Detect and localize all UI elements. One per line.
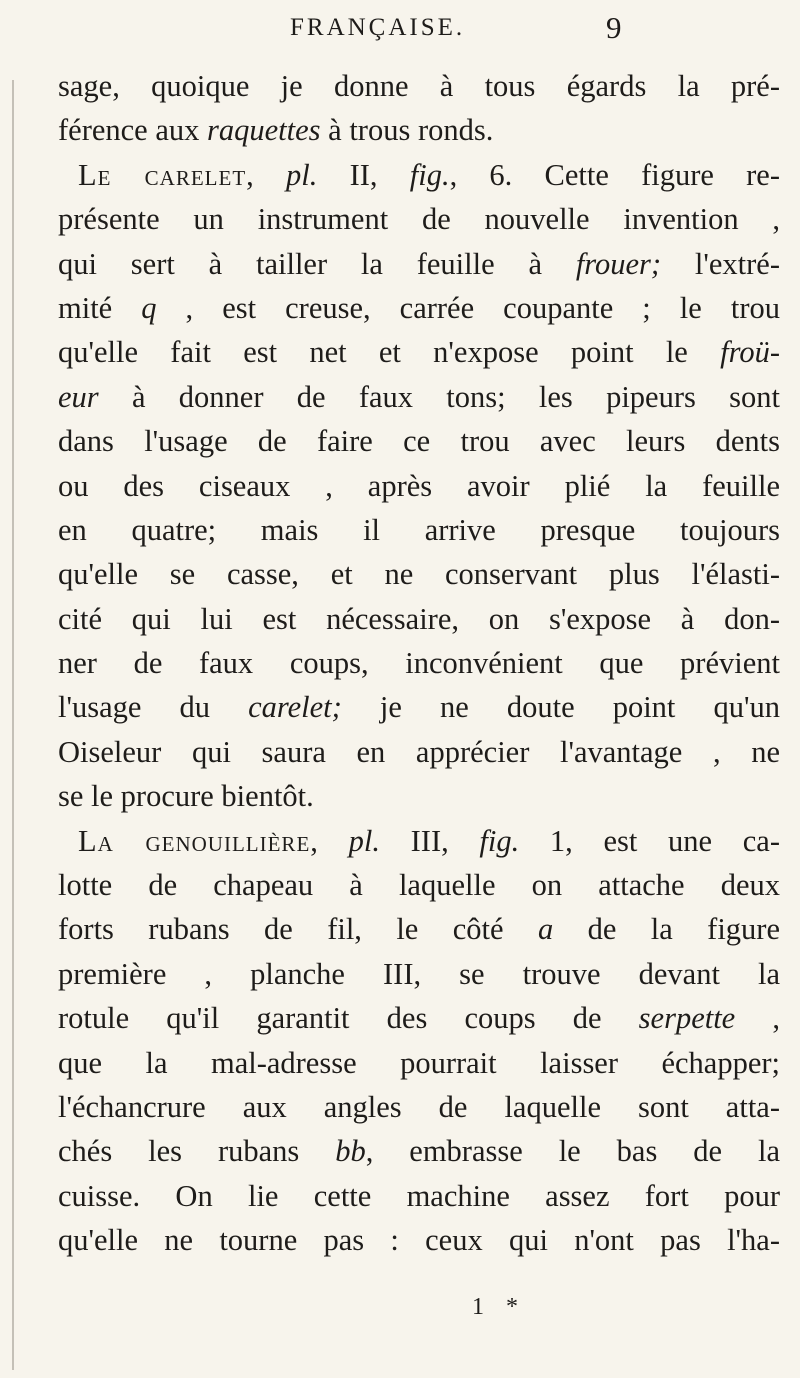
text-segment: , est creuse, carrée coupante ; le trou xyxy=(156,290,780,325)
text-line xyxy=(58,996,780,1040)
text-line xyxy=(58,730,780,774)
text-line xyxy=(58,1041,780,1085)
text-segment: raquettes xyxy=(207,113,321,148)
text-segment: forts rubans de fil, le côté xyxy=(58,912,538,947)
text-segment: lotte de chapeau à laquelle on attache deux xyxy=(58,868,780,903)
text-line xyxy=(58,375,780,419)
text-line xyxy=(58,108,780,152)
text-segment: ner de faux coups, inconvénient que prévient xyxy=(58,646,780,681)
text-segment: cuisse. On lie cette machine assez fort pour xyxy=(58,1178,780,1213)
text-segment: eur xyxy=(58,379,99,414)
text-segment: a xyxy=(537,912,554,947)
signature-mark: 1 * xyxy=(472,1294,526,1320)
text-segment: frouer; xyxy=(575,246,662,281)
text-line xyxy=(58,197,780,241)
text-segment: se le procure bientôt. xyxy=(58,779,314,814)
page-edge-rule xyxy=(12,80,14,1370)
text-segment: l'échancrure aux angles de laquelle sont atta- xyxy=(58,1089,780,1124)
text-segment: qu'elle se casse, et ne conservant plus l'élasti- xyxy=(58,557,780,592)
text-segment: bb xyxy=(335,1134,366,1169)
text-segment: que la mal-adresse pourrait laisser échapper; xyxy=(58,1045,780,1080)
text-line xyxy=(58,952,780,996)
text-segment: qu'elle fait est net et n'expose point le xyxy=(58,335,721,370)
text-line xyxy=(58,242,780,286)
text-segment: III, xyxy=(379,823,480,858)
text-segment: l'usage du xyxy=(58,690,249,725)
page-header xyxy=(0,10,800,54)
text-segment: , 6. Cette figure re- xyxy=(449,157,780,192)
text-line xyxy=(58,464,780,508)
text-segment: fig. xyxy=(409,157,450,192)
text-segment: q xyxy=(141,290,157,325)
text-segment: de la figure xyxy=(553,912,781,947)
text-line xyxy=(58,1218,780,1262)
text-segment: qui sert à tailler la feuille à xyxy=(58,246,576,281)
text-line xyxy=(58,685,780,729)
text-segment: ou des ciseaux , après avoir plié la feuille xyxy=(58,468,780,503)
text-line xyxy=(58,64,780,108)
text-segment: serpette xyxy=(638,1001,736,1036)
text-segment: sage, quoique je donne à tous égards la pré- xyxy=(58,69,780,103)
entry-heading: La genouillière xyxy=(78,823,311,858)
running-title: FRANÇAISE. xyxy=(290,14,466,41)
text-segment: je ne doute point qu'un xyxy=(341,690,780,725)
text-segment: froü- xyxy=(720,335,780,370)
text-segment: carelet; xyxy=(248,690,342,725)
text-segment: Oiseleur qui saura en apprécier l'avantage , ne xyxy=(58,734,780,769)
text-segment: dans l'usage de faire ce trou avec leurs dents xyxy=(58,424,780,459)
text-line xyxy=(58,508,780,552)
text-line xyxy=(58,153,780,197)
text-segment: rotule qu'il garantit des coups de xyxy=(58,1001,639,1036)
text-segment: pl. xyxy=(348,823,380,858)
text-segment: première , planche III, se trouve devant la xyxy=(58,956,780,991)
text-segment: fig. xyxy=(479,823,520,858)
text-segment: 1, est une ca- xyxy=(519,823,781,858)
text-segment: férence aux xyxy=(58,113,208,148)
text-line xyxy=(58,819,780,863)
text-line xyxy=(58,863,780,907)
text-segment: présente un instrument de nouvelle invention , xyxy=(58,202,780,237)
text-line xyxy=(58,419,780,463)
text-segment: pl. xyxy=(286,157,318,192)
text-line xyxy=(58,330,780,374)
text-line xyxy=(58,1085,780,1129)
text-line xyxy=(58,552,780,596)
body-text xyxy=(58,64,780,1263)
text-line xyxy=(58,286,780,330)
text-line xyxy=(58,774,780,818)
text-segment: , xyxy=(246,157,287,192)
text-segment: II, xyxy=(317,157,410,192)
text-line xyxy=(58,641,780,685)
text-segment: , embrasse le bas de la xyxy=(365,1134,780,1169)
text-segment: l'extré- xyxy=(661,246,780,281)
text-segment: , xyxy=(735,1001,780,1036)
text-line xyxy=(58,1129,780,1173)
page-number: 9 xyxy=(606,10,622,45)
text-line xyxy=(58,907,780,951)
entry-heading: Le carelet xyxy=(78,157,247,192)
text-line xyxy=(58,597,780,641)
text-line xyxy=(58,1174,780,1218)
text-segment: , xyxy=(310,823,349,858)
text-segment: à trous ronds. xyxy=(320,113,494,148)
text-segment: cité qui lui est nécessaire, on s'expose à don- xyxy=(58,601,780,636)
text-segment: qu'elle ne tourne pas : ceux qui n'ont pas l'ha- xyxy=(58,1223,780,1258)
text-segment: mité xyxy=(58,290,142,325)
text-segment: chés les rubans xyxy=(58,1134,336,1169)
text-segment: en quatre; mais il arrive presque toujours xyxy=(58,512,780,547)
text-segment: à donner de faux tons; les pipeurs sont xyxy=(98,379,780,414)
